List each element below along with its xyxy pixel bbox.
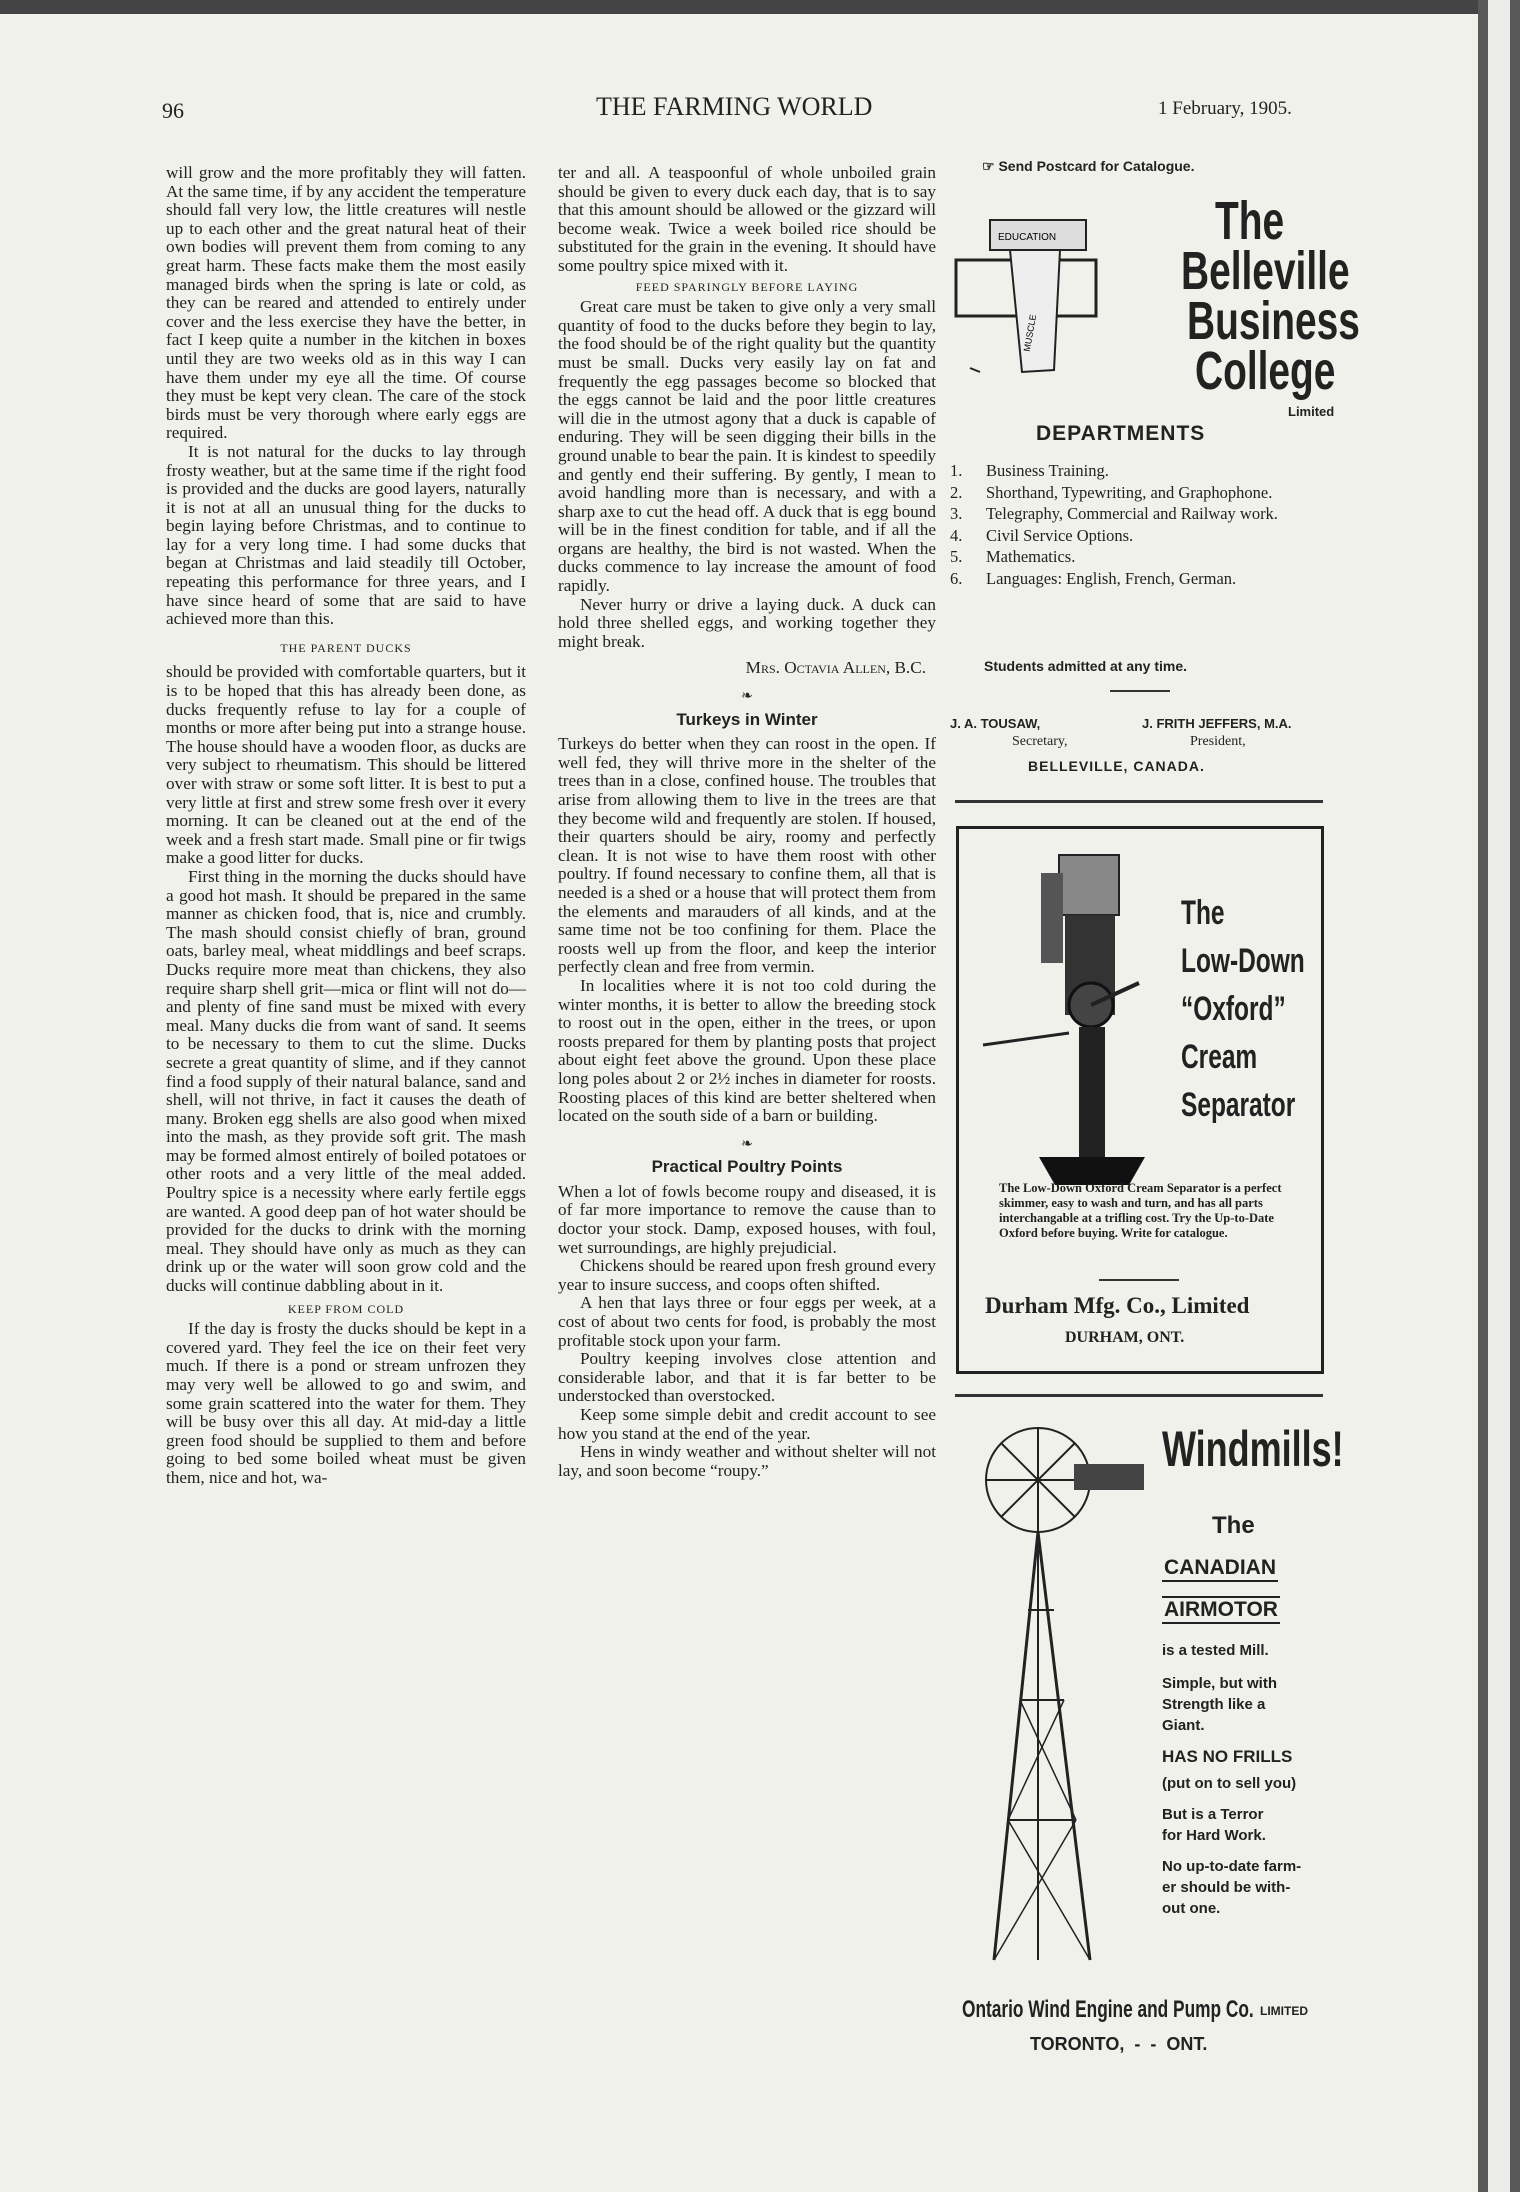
- windmill-copy: Giant.: [1162, 1717, 1205, 1734]
- college-location: BELLEVILLE, CANADA.: [1028, 758, 1205, 774]
- paragraph: Turkeys do better when they can roost in the open. If well fed, they will thrive more in the shelter of the trees than in a close, confined house. The troubles that arise from allowing them to live in the trees are that they become wild and frequently are stolen. If housed, their quarters should be airy, roomy and perfectly clean. It is not wise to have them roost with other poultry. If found necessary to confine them, all that is needed is a shed or a house that will protect them from the elements and marauders of all kinds, and at the same time not be too confining for them. Place the roosts well up from the floor, and keep the interior perfectly clean and free from vermin.: [558, 734, 936, 977]
- separator-title-line: The: [1181, 894, 1225, 932]
- author-signature: Mrs. Octavia Allen, B.C.: [745, 658, 926, 678]
- paragraph: will grow and the more profitably they will fatten. At the same time, if by any accident the temperature should fall very low, the little creatures will nestle up to each other and the great natural heat of their own bodies will prevent them from coming to any great harm. These facts make them the most easily managed birds when the spring is late or cold, as they can be reared and attended to entirely under cover and the less exercise they have the better, in fact I keep quite a number in the kitchen in boxes until they are two weeks old as in this way I can have them under my eye all the time. Of course they must be kept very clean. The care of the stock birds must be very thorough where early eggs are required.: [166, 163, 526, 443]
- department-item: 3. Telegraphy, Commercial and Railway work.: [950, 504, 1278, 524]
- department-item: 2. Shorthand, Typewriting, and Graphophone.: [950, 482, 1273, 502]
- page-number: 96: [162, 98, 184, 123]
- paragraph: If the day is frosty the ducks should be kept in a covered yard. They feel the ice on their feet very much. If there is a pond or stream unfrozen they may very well be allowed to go and swim, and some grain scattered into the water for them. They will be busy over this all day. At mid-day a little green food should be supplied to them and before going to bed some boiled wheat must be given them, nice and hot, wa-: [166, 1319, 526, 1487]
- admission-note: Students admitted at any time.: [984, 658, 1188, 674]
- book-label: EDUCATION: [998, 232, 1057, 243]
- separator-title-line: “Oxford”: [1181, 990, 1286, 1028]
- viewer-top-bar: [0, 0, 1520, 14]
- windmill-copy: Strength like a: [1162, 1696, 1266, 1713]
- department-item: 6. Languages: English, French, German.: [950, 568, 1237, 588]
- paragraph: Hens in windy weather and without shelter will not lay, and soon become “roupy.”: [558, 1442, 936, 1480]
- subheading: FEED SPARINGLY BEFORE LAYING: [635, 279, 859, 294]
- department-item: 5. Mathematics.: [950, 547, 1076, 567]
- article-column-2: [558, 164, 936, 1480]
- page-edge: [1478, 0, 1520, 2192]
- separator-title-line: Separator: [1181, 1086, 1296, 1124]
- windmill-the: The: [1212, 1512, 1255, 1539]
- windmill-company: Ontario Wind Engine and Pump Co.: [962, 1996, 1254, 2023]
- separator-city: DURHAM, ONT.: [1065, 1329, 1185, 1346]
- paragraph: should be provided with comfortable quarters, but it is to be hoped that this has already been done, as ducks frequently refuse to lay for a couple of months or more after being put into a strange house. The house should have a wooden floor, as ducks are very subject to rheumatism. This should be littered over with straw or some soft litter. It is best to put a very little at first and strew some fresh over it every morning. It can be cleaned out at the end of the week and a fresh start made. Small pine or fir twigs make a good litter for ducks.: [166, 662, 526, 868]
- paragraph: In localities where it is not too cold during the winter months, it is better to allow the breeding stock to roost out in the open, either in the trees, or upon roosts prepared for them by planting posts that project about eight feet above the ground. Upon these place long poles about 2 or 2½ inches in diameter for roosts. Roosting places of this kind are better sheltered when located on the south side of a barn or building.: [558, 975, 936, 1126]
- departments-title: DEPARTMENTS: [1036, 422, 1206, 445]
- paragraph: A hen that lays three or four eggs per week, at a cost of about two cents for food, is probably the most profitable stock upon your farm.: [558, 1293, 936, 1350]
- divider: [1110, 690, 1170, 692]
- department-item: 4. Civil Service Options.: [950, 525, 1134, 545]
- department-item: 1. Business Training.: [950, 461, 1109, 480]
- paragraph: Chickens should be reared upon fresh ground every year to insure success, and coops often shifted.: [558, 1256, 936, 1294]
- pointing-hand-icon: ☞: [982, 158, 995, 174]
- subheading: KEEP FROM COLD: [287, 1301, 405, 1316]
- paragraph: It is not natural for the ducks to lay through frosty weather, but at the same time if the right food is provided and the ducks are good layers, naturally it is not at all an unusual thing for the ducks to begin laying before Christmas, and to continue to lay for a very long time. I had some ducks that began at Christmas and laid steadily till October, repeating this performance for three years, and I have since heard of some that are said to have achieved more than this.: [166, 441, 526, 629]
- college-ad: [950, 150, 1360, 790]
- paragraph: Keep some simple debit and credit account to see how you stand at the end of the year.: [558, 1405, 936, 1443]
- windmill-copy: for Hard Work.: [1162, 1827, 1266, 1844]
- article-title: Practical Poultry Points: [651, 1157, 843, 1177]
- windmill-copy: Simple, but with: [1162, 1675, 1277, 1692]
- divider: [1099, 1279, 1179, 1281]
- windmill-copy: No up-to-date farm-: [1162, 1858, 1302, 1875]
- paragraph: First thing in the morning the ducks should have a good hot mash. It should be prepared in the same manner as chicken food, that is, nice and crumbly. The mash should consist chiefly of bran, ground oats, barley meal, wheat middlings and beef scraps. Ducks require more meat than chickens, they also require sharp shell grit—mica or flint will not do—and plenty of fine sand must be mixed with every meal. Many ducks die from want of sand. It seems to be necessary to them to cut the slime. Ducks secrete a great quantity of slime, and if they cannot find a food supply of their natural balance, sand and shell, will not thrive, in fact it causes the death of many. Broken egg shells are also good when mixed into the mash, as they provide soft grit. The mash may be formed almost entirely of boiled potatoes or other roots and a very little of the meal added. Poultry spice is a necessity where early fertile eggs are wanted. A good deep pan of hot water should be provided for the ducks to drink with the morning meal. They should have only as much as they can drink up or the water will soon grow cold and the ducks will continue dabbling about in it.: [166, 866, 526, 1296]
- windmill-city: TORONTO, - - ONT.: [1030, 2034, 1208, 2054]
- article-column-1: [166, 164, 526, 1488]
- college-name-line: Business: [1187, 291, 1360, 351]
- separator-company: Durham Mfg. Co., Limited: [985, 1293, 1250, 1318]
- college-name-line: The: [1215, 191, 1285, 251]
- postcard-line: ☞ Send Postcard for Catalogue.: [982, 158, 1195, 174]
- page-title: THE FARMING WORLD: [596, 92, 873, 121]
- president-title: President,: [1190, 734, 1246, 749]
- paragraph: Never hurry or drive a laying duck. A duck can hold three shelled eggs, and working together they might break.: [558, 594, 936, 651]
- windmill-headline: Windmills!: [1162, 1421, 1344, 1477]
- windmill-copy: HAS NO FRILLS: [1162, 1747, 1293, 1766]
- limited-label: Limited: [1288, 404, 1335, 419]
- separator-title-line: Cream: [1181, 1038, 1258, 1076]
- secretary-name: J. A. TOUSAW,: [950, 716, 1041, 731]
- article-title: Turkeys in Winter: [676, 709, 818, 729]
- windmill-ad: [956, 1420, 1344, 2060]
- brand-line-2: AIRMOTOR: [1162, 1596, 1280, 1624]
- college-name-line: Belleville: [1181, 241, 1350, 301]
- ad-divider: [955, 800, 1323, 803]
- windmill-copy: But is a Terror: [1162, 1806, 1264, 1823]
- separator-title-line: Low-Down: [1181, 942, 1305, 980]
- subheading: THE PARENT DUCKS: [280, 640, 412, 655]
- windmill-copy: is a tested Mill.: [1162, 1642, 1269, 1659]
- paragraph: Poultry keeping involves close attention and considerable labor, and that it is far better to be understocked than overstocked.: [558, 1349, 936, 1406]
- windmill-copy: er should be with-: [1162, 1879, 1291, 1896]
- page-date: 1 February, 1905.: [1158, 98, 1292, 119]
- separator-ad: [956, 826, 1324, 1374]
- cream-separator-illustration: [979, 845, 1159, 1205]
- college-name-line: College: [1195, 341, 1336, 401]
- paragraph: Great care must be taken to give only a very small quantity of food to the ducks before they begin to lay, the food should be of the right quality but the quantity must be small. Ducks very easily lay on fat and frequently the egg passages become so blocked that the eggs cannot be laid and the poor little creatures will die in the utmost agony that a duck is capable of enduring. They will be seen digging their bills in the ground unable to bear the pain. It is kindest to speedily and gently end their suffering. By gently, I mean to avoid handling more than is necessary, and with a sharp axe to cut the head off. A duck that is egg bound will be in the finest condition for table, and if all the organs are healthy, the bird is not wasted. When the ducks commence to lay increase the amount of food rapidly.: [558, 297, 936, 596]
- arm-label: MUSCLE: [1021, 313, 1039, 353]
- separator-body: The Low-Down Oxford Cream Separator is a perfect skimmer, easy to wash and turn, and has all parts interchangable at a trifling cost. Try the Up-to-Date Oxford before buying. Write for catalogue.: [999, 1181, 1282, 1240]
- paragraph: When a lot of fowls become roupy and diseased, it is of far more importance to remove the cause than to doctor your stock. Damp, exposed houses, with foul, wet surroundings, are highly prejudicial.: [558, 1181, 936, 1257]
- ad-divider: [955, 1394, 1323, 1397]
- secretary-title: Secretary,: [1012, 734, 1068, 749]
- education-muscle-illustration: [950, 200, 1150, 400]
- ornament-icon: ❧: [741, 689, 753, 705]
- windmill-copy: out one.: [1162, 1900, 1221, 1917]
- brand-line-1: CANADIAN: [1162, 1556, 1278, 1582]
- windmill-company-limited: LIMITED: [1260, 2004, 1308, 2018]
- president-name: J. FRITH JEFFERS, M.A.: [1142, 716, 1292, 731]
- ornament-icon: ❧: [741, 1136, 753, 1152]
- windmill-copy: (put on to sell you): [1162, 1775, 1297, 1792]
- paragraph: ter and all. A teaspoonful of whole unboiled grain should be given to every duck each day, that is to say that this amount should be allowed or the gizzard will become weak. Twice a week boiled rice should be substituted for the grain in the evening. It should have some poultry spice mixed with it.: [558, 163, 936, 275]
- windmill-illustration: [978, 1420, 1158, 1980]
